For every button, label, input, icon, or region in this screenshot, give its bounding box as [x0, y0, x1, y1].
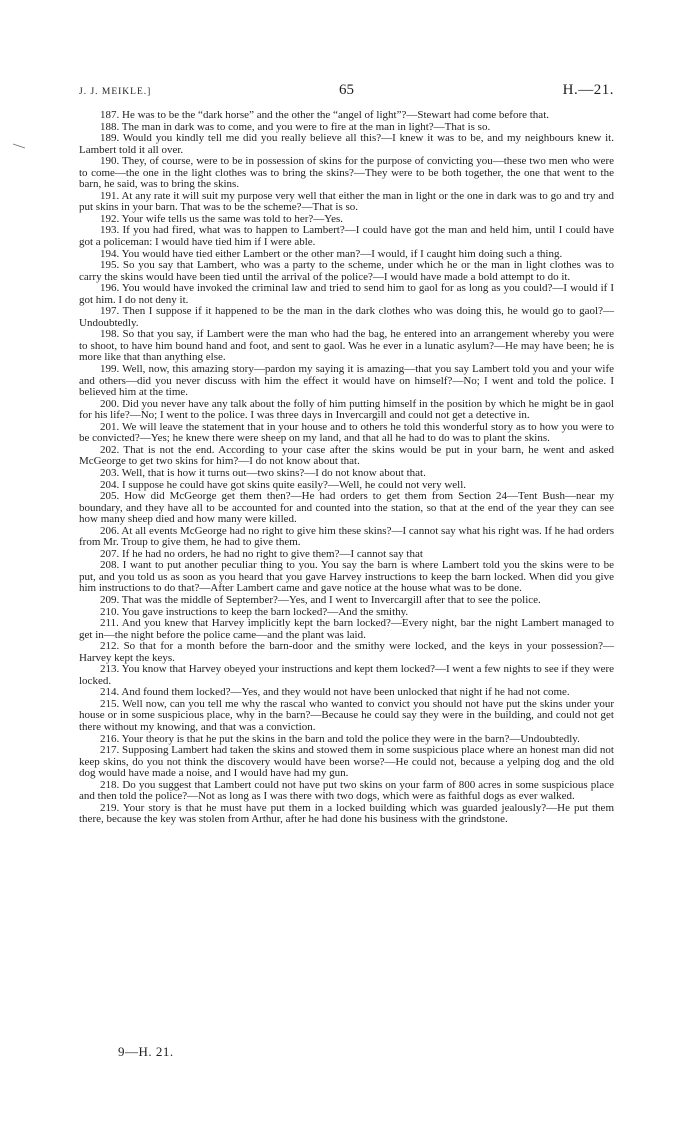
page-header	[79, 83, 614, 101]
testimony-paragraph: 204. I suppose he could have got skins quite easily?—Well, he could not very well.	[100, 478, 467, 491]
margin-mark-icon	[13, 143, 25, 149]
testimony-paragraph: 193. If you had fired, what was to happen to Lambert?—I could have got the man and held him, until I could have got a policeman: I would have tied him if I were able.	[79, 224, 614, 249]
document-body	[79, 110, 614, 826]
testimony-paragraph: 196. You would have invoked the criminal law and tried to send him to gaol for as long as you could?—I would if I got him. I do not deny it.	[79, 282, 614, 306]
testimony-paragraph: 202. That is not the end. According to your case after the skins would be put in your barn, he went and asked McGeorge to get two skins for him?—I do not know about that.	[79, 443, 614, 468]
testimony-paragraph: 205. How did McGeorge get them then?—He had orders to get them from Section 24—Tent Bush—near my boundary, and they have all to be accounted for and counted into the station, so that at the end of the year they can see how many sheep died and how many were killed.	[79, 490, 614, 526]
testimony-paragraph: 194. You would have tied either Lambert or the other man?—I would, if I caught him doing such a thing.	[100, 247, 563, 260]
testimony-paragraph: 187. He was to be the “dark horse” and the other the “angel of light”?—Stewart had come before that.	[100, 109, 549, 121]
testimony-paragraph: 200. Did you never have any talk about the folly of him putting himself in the position by which he might be in gaol for his life?—No; I went to the police. I was three days in Invercargill and could not get a detective in.	[79, 397, 614, 422]
testimony-paragraph: 203. Well, that is how it turns out—two skins?—I do not know about that.	[100, 466, 426, 479]
testimony-paragraph: 214. And found them locked?—Yes, and they would not have been unlocked that night if he had not come.	[100, 686, 570, 699]
testimony-paragraph: 209. That was the middle of September?—Yes, and I went to Invercargill after that to see the police.	[100, 593, 541, 606]
testimony-paragraph: 207. If he had no orders, he had no right to give them?—I cannot say that	[100, 547, 423, 560]
testimony-paragraph: 191. At any rate it will suit my purpose very well that either the man in light or the one in dark was to go and try and put skins in your barn. That was to be the scheme?—That is so.	[79, 189, 614, 214]
testimony-paragraph: 197. Then I suppose if it happened to be the man in the dark clothes who was doing this, he would go to gaol?—Undoubtedly.	[79, 305, 614, 329]
header-witness-name: J. J. MEIKLE.]	[79, 87, 152, 97]
signature-line: 9—H. 21.	[118, 1044, 174, 1059]
testimony-paragraph: 190. They, of course, were to be in possession of skins for the purpose of convicting you—these two men who were to come—the one in the light clothes was to bring the skins?—They were to be both together, the one that went to the barn, he said, was to bring the skins.	[79, 155, 614, 191]
testimony-paragraph: 211. And you knew that Harvey implicitly kept the barn locked?—Every night, bar the night Lambert managed to get in—the night before the police came—and the plant was laid.	[79, 617, 614, 641]
testimony-paragraph: 217. Supposing Lambert had taken the skins and stowed them in some suspicious place where an honest man did not keep skins, do you not think the discovery would have been worse?—He could not, because a yelping dog and the old dog would have made a noise, and I would have had my gun.	[79, 744, 614, 780]
testimony-paragraph: 188. The man in dark was to come, and you were to fire at the man in light?—That is so.	[100, 120, 491, 133]
testimony-paragraph: 213. You know that Harvey obeyed your instructions and kept them locked?—I went a few nights to see if they were locked.	[79, 663, 614, 687]
testimony-paragraph: 212. So that for a month before the barn-door and the smithy were locked, and the keys in your possession?—Harvey kept the keys.	[79, 640, 614, 664]
page-number: 65	[339, 82, 354, 98]
testimony-paragraph: 198. So that you say, if Lambert were the man who had the bag, he entered into an arrangement whereby you were to shoot, to have him bound hand and foot, and sent to gaol. Was he ever in a lunatic asylum?—He may have been; he is more like that than anything else.	[79, 328, 614, 364]
testimony-paragraph: 216. Your theory is that he put the skins in the barn and told the police they were in the barn?—Undoubtedly.	[100, 732, 580, 745]
testimony-paragraph: 189. Would you kindly tell me did you really believe all this?—I knew it was to be, and my neighbours knew it. Lambert told it all over.	[79, 132, 614, 156]
testimony-paragraph: 219. Your story is that he must have put them in a locked building which was guarded jealously?—He put them there, because the key was stolen from Arthur, after he had done his business with the grindstone.	[79, 801, 614, 826]
testimony-paragraph: 208. I want to put another peculiar thing to you. You say the barn is where Lambert told you the skins were to be put, and you told us as soon as you heard that you gave Harvey instructions to keep the barn locked. When did you give him instructions to do that?—After Lambert came and gave notice at the house what was to be done.	[79, 559, 614, 595]
testimony-paragraph: 210. You gave instructions to keep the barn locked?—And the smithy.	[100, 605, 409, 618]
paper-reference: H.—21.	[562, 82, 614, 98]
testimony-paragraph: 195. So you say that Lambert, who was a party to the scheme, under which he or the man in light clothes was to carry the skins would have been tied until the arrival of the police?—I would have made a bold attempt to do it.	[79, 259, 614, 283]
testimony-paragraph: 215. Well now, can you tell me why the rascal who wanted to convict you should not have put the skins under your house or in some suspicious place, why in the barn?—Because he could say they were in the building, and could not get there without my knowing, and that was a conviction.	[79, 697, 614, 733]
testimony-paragraph: 206. At all events McGeorge had no right to give him these skins?—I cannot say what his right was. If he had orders from Mr. Troup to give them, he had to give them.	[79, 524, 614, 549]
testimony-paragraph: 201. We will leave the statement that in your house and to others he told this wonderful story as to how you were to be convicted?—Yes; he knew there were sheep on my land, and that all he had to do was to plant the skins.	[79, 420, 614, 445]
testimony-paragraph: 218. Do you suggest that Lambert could not have put two skins on your farm of 800 acres in some suspicious place and then told the police?—Not as long as I was there with two dogs, which were as faithful dogs as ever walked.	[79, 778, 614, 803]
testimony-paragraph: 199. Well, now, this amazing story—pardon my saying it is amazing—that you say Lambert told you and your wife and others—did you never discuss with him the effect it would have on himself?—No; I went and told the police. I believed him at the time.	[79, 363, 614, 399]
testimony-paragraph: 192. Your wife tells us the same was told to her?—Yes.	[100, 212, 344, 225]
